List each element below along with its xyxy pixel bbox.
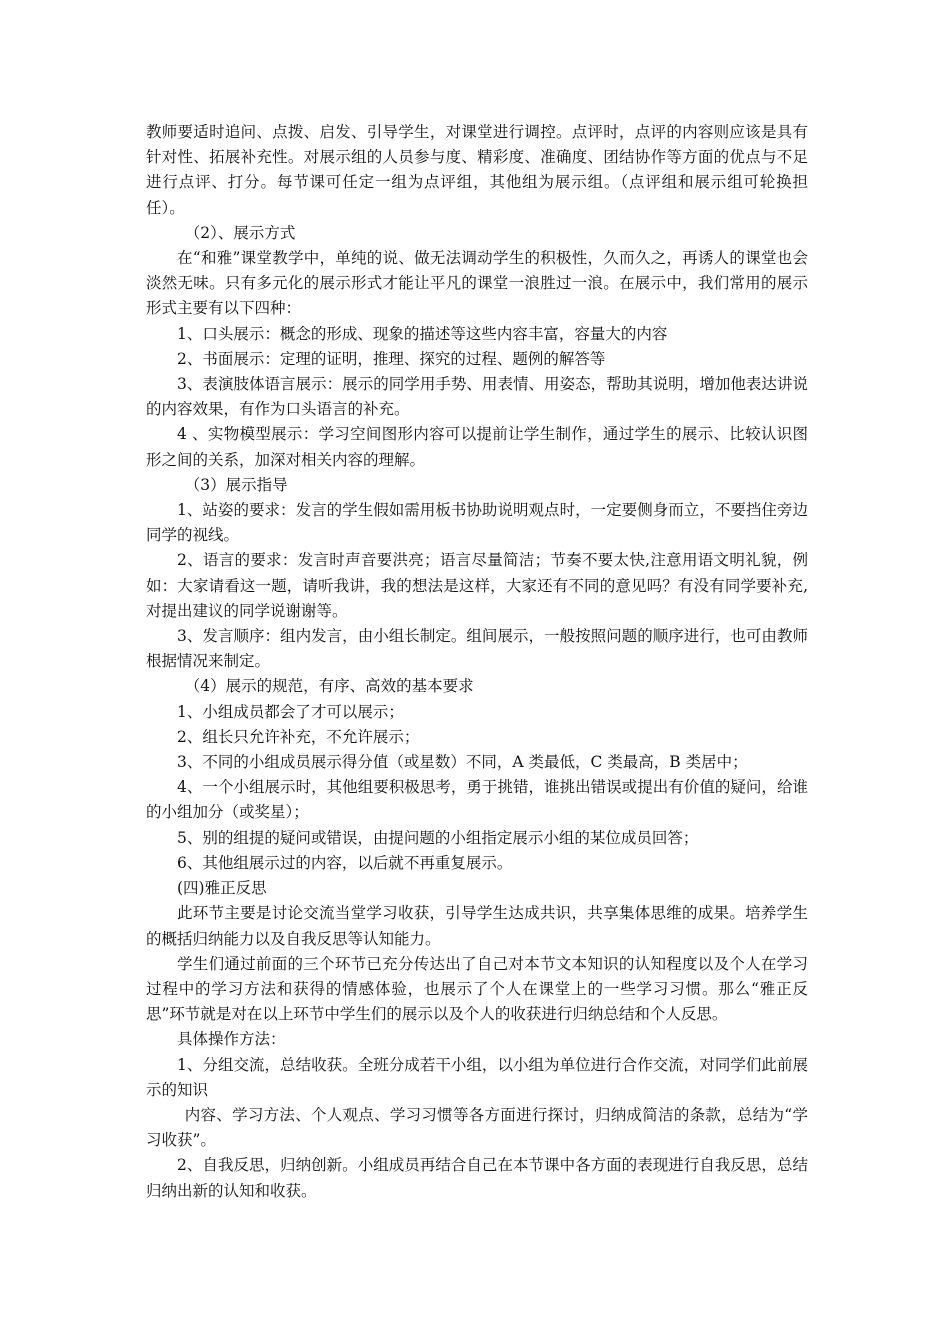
heading-operation-methods: 具体操作方法： xyxy=(177,1030,286,1049)
list-item-requirement-2: 2、组长只允许补充，不允许展示； xyxy=(177,727,420,746)
paragraph-heya-classroom: 在“和雅”课堂教学中，单纯的说、做无法调动学生的积极性，久而久之，再诱人的课堂也会淡然无味。只有多元化的展示形式才能让平凡的课堂一浪胜过一浪。在展示中，我们常用的展示形式主要有以下四种： xyxy=(146,249,808,318)
paragraph-reflection-intro: 此环节主要是讨论交流当堂学习收获，引导学生达成共识，共享集体思维的成果。培养学生的概括归纳能力以及自我反思等认知能力。 xyxy=(146,904,808,948)
list-item-group-exchange: 1、分组交流，总结收获。全班分成若干小组，以小组为单位进行合作交流，对同学们此前展示的知识 xyxy=(146,1055,808,1099)
list-item-speaking-order: 3、发言顺序：组内发言，由小组长制定。组间展示，一般按照问题的顺序进行，也可由教师根据情况来制定。 xyxy=(146,627,808,671)
heading-display-methods: （2）、展示方式 xyxy=(184,223,296,242)
heading-display-requirements: （4）展示的规范，有序、高效的基本要求 xyxy=(184,677,474,696)
list-item-requirement-6: 6、其他组展示过的内容，以后就不再重复展示。 xyxy=(177,853,513,872)
list-item-written-display: 2、书面展示：定理的证明，推理、探究的过程、题例的解答等 xyxy=(177,349,606,368)
list-item-requirement-5: 5、别的组提的疑问或错误，由提问题的小组指定展示小组的某位成员回答； xyxy=(177,828,699,847)
list-item-requirement-3: 3、不同的小组成员展示得分值（或星数）不同，A 类最低，C 类最高，B 类居中； xyxy=(177,753,748,772)
list-item-language: 2、语言的要求：发言时声音要洪亮；语言尽量简洁；节奏不要太快,注意用语文明礼貌，例如：大家请看这一题，请听我讲，我的想法是这样，大家还有不同的意见吗？有没有同学要补充,对提出建议的同学说谢谢等。 xyxy=(146,551,808,620)
list-item-body-language-display: 3、表演肢体语言展示：展示的同学用手势、用表情、用姿态，帮助其说明，增加他表达讲说的内容效果，有作为口头语言的补充。 xyxy=(146,375,808,419)
paragraph-reflection-detail: 学生们通过前面的三个环节已充分传达出了自己对本节文本知识的认知程度以及个人在学习过程中的学习方法和获得的情感体验，也展示了个人在课堂上的一些学习习惯。那么“雅正反思”环节就是对在以上环节中学生们的展示以及个人的收获进行归纳总结和个人反思。 xyxy=(146,954,808,1024)
list-item-self-reflection: 2、自我反思，归纳创新。小组成员再结合自己在本节课中各方面的表现进行自我反思，总结归纳出新的认知和收获。 xyxy=(146,1156,808,1200)
heading-display-guidance: （3）展示指导 xyxy=(184,475,288,494)
document-body xyxy=(146,120,808,1204)
heading-reflection: (四)雅正反思 xyxy=(177,879,267,898)
paragraph-group-exchange-continued: 内容、学习方法、个人观点、学习习惯等各方面进行探讨，归纳成简洁的条款，总结为“学习收获”。 xyxy=(146,1105,808,1150)
list-item-posture: 1、站姿的要求：发言的学生假如需用板书协助说明观点时，一定要侧身而立，不要挡住旁边同学的视线。 xyxy=(146,501,808,545)
list-item-oral-display: 1、口头展示：概念的形成、现象的描述等这些内容丰富，容量大的内容 xyxy=(177,324,668,343)
list-item-requirement-4: 4、一个小组展示时，其他组要积极思考，勇于挑错，谁挑出错误或提出有价值的疑问，给谁的小组加分（或奖星）； xyxy=(146,778,808,822)
paragraph-teacher-guidance: 教师要适时追问、点拨、启发、引导学生，对课堂进行调控。点评时，点评的内容则应该是具有针对性、拓展补充性。对展示组的人员参与度、精彩度、准确度、团结协作等方面的优点与不足进行点评、打分。每节课可任定一组为点评组，其他组为展示组。（点评组和展示组可轮换担任）。 xyxy=(146,123,808,217)
list-item-requirement-1: 1、小组成员都会了才可以展示； xyxy=(177,702,404,721)
list-item-model-display: 4 、实物模型展示：学习空间图形内容可以提前让学生制作，通过学生的展示、比较认识图形之间的关系，加深对相关内容的理解。 xyxy=(146,425,808,469)
